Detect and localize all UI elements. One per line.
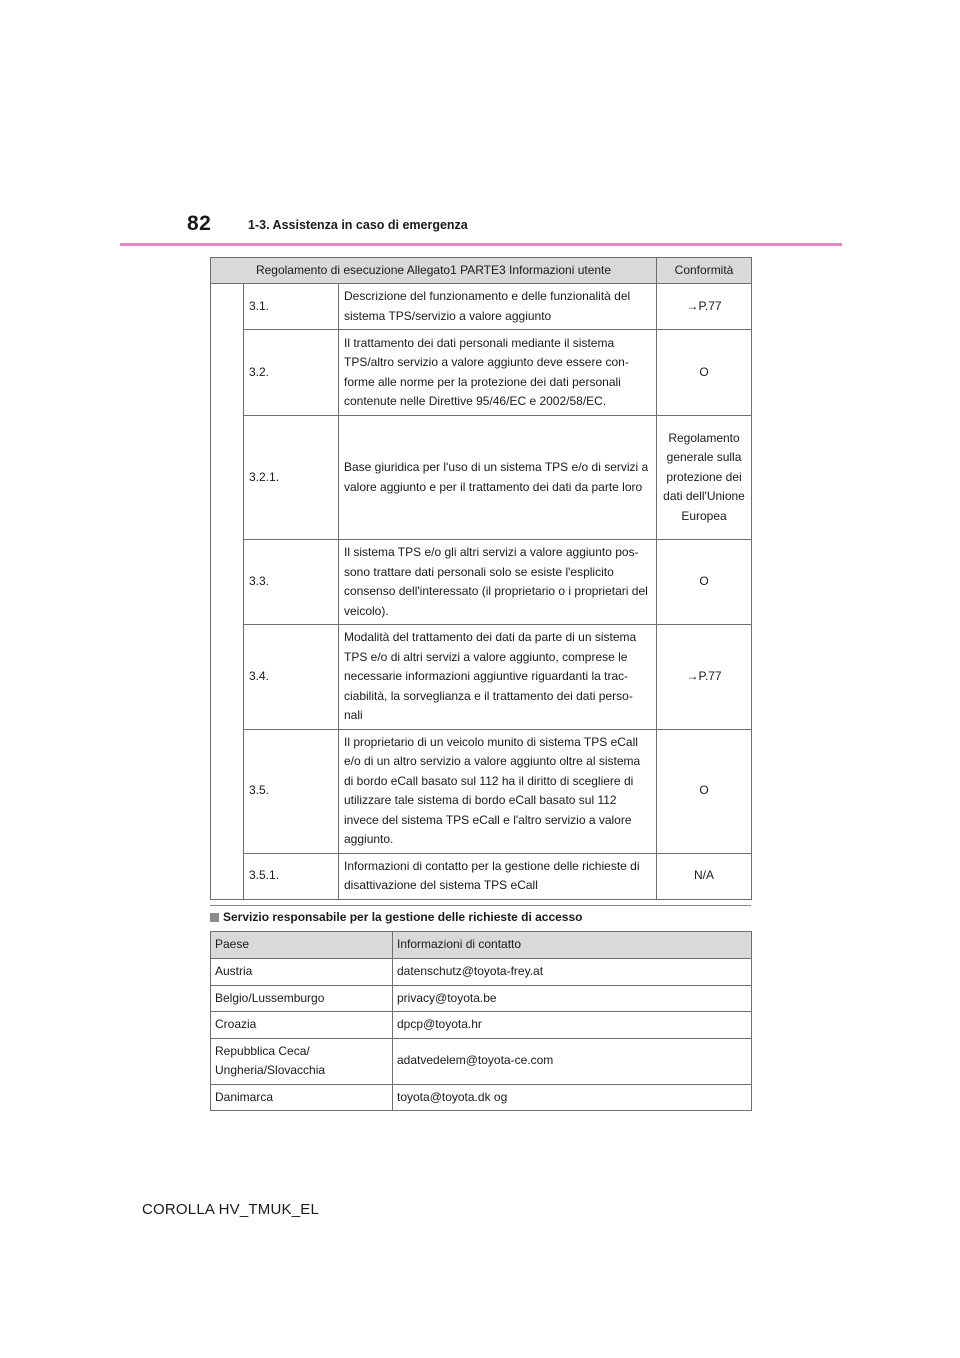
- country-cell: Croazia: [211, 1012, 393, 1039]
- contact-cell: privacy@toyota.be: [393, 985, 752, 1012]
- row-number: 3.3.: [244, 540, 339, 625]
- contact-cell: toyota@toyota.dk og: [393, 1084, 752, 1111]
- section-title: 1-3. Assistenza in caso di emergenza: [248, 218, 468, 232]
- row-conformity: Regolamento generale sulla protezione dei dati dell'Unione Europea: [657, 416, 752, 540]
- row-description: Informazioni di contatto per la gestione delle richieste di disattivazione del sistema TPS eCall: [339, 853, 657, 899]
- square-bullet-icon: [210, 913, 219, 922]
- indent-cell: [211, 284, 244, 900]
- contact-table: [210, 931, 752, 1111]
- col-header-contact: Informazioni di contatto: [393, 932, 752, 959]
- table-row: [211, 1084, 752, 1111]
- header-rule: [120, 243, 842, 246]
- row-number: 3.5.: [244, 729, 339, 853]
- row-description: Il sistema TPS e/o gli altri servizi a valore aggiunto pos-sono trattare dati personali solo se esiste l'esplicito consenso dell'interessato (il proprietario o i proprietari del veicolo).: [339, 540, 657, 625]
- contact-cell: datenschutz@toyota-frey.at: [393, 959, 752, 986]
- col-header-conformity: Conformità: [657, 258, 752, 284]
- table-row: [211, 540, 752, 625]
- country-cell: Belgio/Lussemburgo: [211, 985, 393, 1012]
- table-row: [211, 416, 752, 540]
- access-requests-heading-text: Servizio responsabile per la gestione delle richieste di accesso: [223, 910, 583, 924]
- row-description: Descrizione del funzionamento e delle funzionalità del sistema TPS/servizio a valore aggiunto: [339, 284, 657, 330]
- contact-cell: adatvedelem@toyota-ce.com: [393, 1038, 752, 1084]
- col-header-country: Paese: [211, 932, 393, 959]
- table-row: [211, 1012, 752, 1039]
- page-number: 82: [187, 212, 212, 235]
- row-description: Il trattamento dei dati personali mediante il sistema TPS/altro servizio a valore aggiunto deve essere con-forme alle norme per la protezione dei dati personali contenute nelle Direttive 95/46/EC e 2002/58/EC.: [339, 330, 657, 416]
- row-conformity: O: [657, 330, 752, 416]
- row-number: 3.1.: [244, 284, 339, 330]
- access-requests-heading: [210, 910, 582, 924]
- row-conformity: →P.77: [657, 284, 752, 330]
- regulation-table-header: [211, 258, 752, 284]
- row-description: Il proprietario di un veicolo munito di sistema TPS eCall e/o di un altro servizio a valore aggiunto oltre al sistema di bordo eCall basato sul 112 ha il diritto di scegliere di utilizzare tale sistema di bordo eCall basato sul 112 invece del sistema TPS eCall e l'altro servizio a valore aggiunto.: [339, 729, 657, 853]
- country-cell: Austria: [211, 959, 393, 986]
- table-row: [211, 330, 752, 416]
- table-row: [211, 985, 752, 1012]
- table-row: [211, 625, 752, 730]
- row-description: Base giuridica per l'uso di un sistema TPS e/o di servizi a valore aggiunto e per il trattamento dei dati da parte loro: [339, 416, 657, 540]
- row-number: 3.2.: [244, 330, 339, 416]
- table-row: [211, 284, 752, 330]
- regulation-table: [210, 257, 752, 900]
- row-number: 3.2.1.: [244, 416, 339, 540]
- row-conformity: O: [657, 729, 752, 853]
- row-description: Modalità del trattamento dei dati da parte di un sistema TPS e/o di altri servizi a valore aggiunto, comprese le necessarie informazioni aggiuntive riguardanti la trac-ciabilità, la sorveglianza e il trattamento dei dati perso-nali: [339, 625, 657, 730]
- col-header-regulation: Regolamento di esecuzione Allegato1 PARTE3 Informazioni utente: [211, 258, 657, 284]
- table-row: [211, 729, 752, 853]
- row-number: 3.4.: [244, 625, 339, 730]
- table-row: [211, 1038, 752, 1084]
- row-conformity: O: [657, 540, 752, 625]
- row-number: 3.5.1.: [244, 853, 339, 899]
- contact-table-header: [211, 932, 752, 959]
- row-conformity: N/A: [657, 853, 752, 899]
- country-cell: Danimarca: [211, 1084, 393, 1111]
- section-divider: [210, 905, 751, 906]
- country-cell: Repubblica Ceca/ Ungheria/Slovacchia: [211, 1038, 393, 1084]
- table-row: [211, 959, 752, 986]
- table-row: [211, 853, 752, 899]
- footer-model: COROLLA HV_TMUK_EL: [142, 1201, 319, 1218]
- row-conformity: →P.77: [657, 625, 752, 730]
- contact-cell: dpcp@toyota.hr: [393, 1012, 752, 1039]
